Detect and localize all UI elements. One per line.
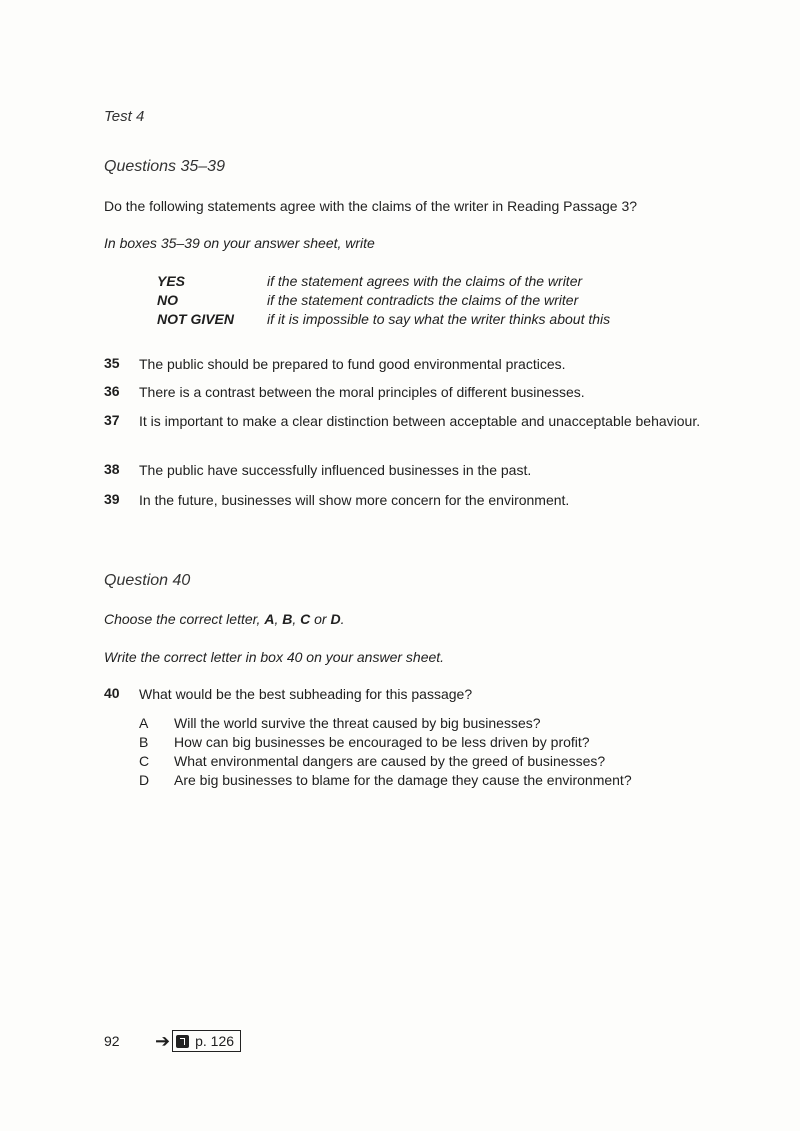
question-number: 36 [104,383,120,399]
legend-row-yes [157,271,610,290]
instruction-text: Do the following statements agree with the claims of the writer in Reading Passage 3? [104,198,638,214]
legend-definition: if it is impossible to say what the writer thinks about this [267,310,611,327]
question-36 [104,383,724,402]
answer-key-reference [155,1030,241,1052]
write-letter-instruction: Write the correct letter in box 40 on your answer sheet. [104,649,445,665]
option-b [139,732,632,751]
option-text: Are big businesses to blame for the damage they cause the environment? [174,771,632,788]
page-number: 92 [104,1033,120,1049]
separator: , [274,611,283,627]
question-39 [104,491,724,510]
question-text: The public should be prepared to fund good environmental practices. [139,356,566,372]
option-letter: C [139,752,150,769]
question-number: 35 [104,355,120,371]
question-37 [104,412,704,431]
legend-key: NO [157,291,178,308]
question-text: The public have successfully influenced businesses in the past. [139,462,532,478]
question-text: What would be the best subheading for this passage? [139,686,473,702]
legend-key: NOT GIVEN [157,310,235,327]
answer-legend [157,271,610,328]
question-text: In the future, businesses will show more concern for the environment. [139,492,570,508]
arrow-right-icon: ➔ [155,1031,171,1051]
option-list [139,713,632,789]
question-number: 40 [104,685,120,701]
question-number: 37 [104,412,120,428]
option-a [139,713,632,732]
option-text: What environmental dangers are caused by the greed of businesses? [174,752,606,769]
legend-definition: if the statement agrees with the claims of the writer [267,272,583,289]
letter-c: C [300,611,311,627]
question-number: 38 [104,461,120,477]
question-35 [104,355,724,374]
option-text: Will the world survive the threat caused by big businesses? [174,714,541,731]
legend-definition: if the statement contradicts the claims of the writer [267,291,579,308]
letter-d: D [330,611,341,627]
test-label: Test 4 [104,108,145,125]
legend-key: YES [157,272,186,289]
question-text: It is important to make a clear distinction between acceptable and unacceptable behaviour. [139,413,701,429]
legend-row-not-given [157,309,610,328]
letter-a: A [264,611,275,627]
question-40 [104,685,724,704]
option-c [139,751,632,770]
question-number: 39 [104,491,120,507]
section-heading-35-39: Questions 35–39 [104,158,225,175]
reference-box [172,1030,241,1052]
option-d [139,770,632,789]
instruction-prefix: Choose the correct letter, [104,611,265,627]
answer-sheet-instruction: In boxes 35–39 on your answer sheet, write [104,235,375,251]
answer-key-icon [176,1035,189,1048]
instruction-suffix: . [340,611,345,627]
section-heading-40: Question 40 [104,572,191,589]
choose-letter-instruction [104,611,345,627]
question-text: There is a contrast between the moral principles of different businesses. [139,384,585,400]
option-text: How can big businesses be encouraged to be less driven by profit? [174,733,590,750]
letter-b: B [282,611,293,627]
legend-row-no [157,290,610,309]
separator: or [310,611,331,627]
option-letter: D [139,771,150,788]
question-38 [104,461,724,480]
reference-page: p. 126 [195,1033,235,1049]
option-letter: A [139,714,149,731]
separator: , [292,611,301,627]
option-letter: B [139,733,149,750]
